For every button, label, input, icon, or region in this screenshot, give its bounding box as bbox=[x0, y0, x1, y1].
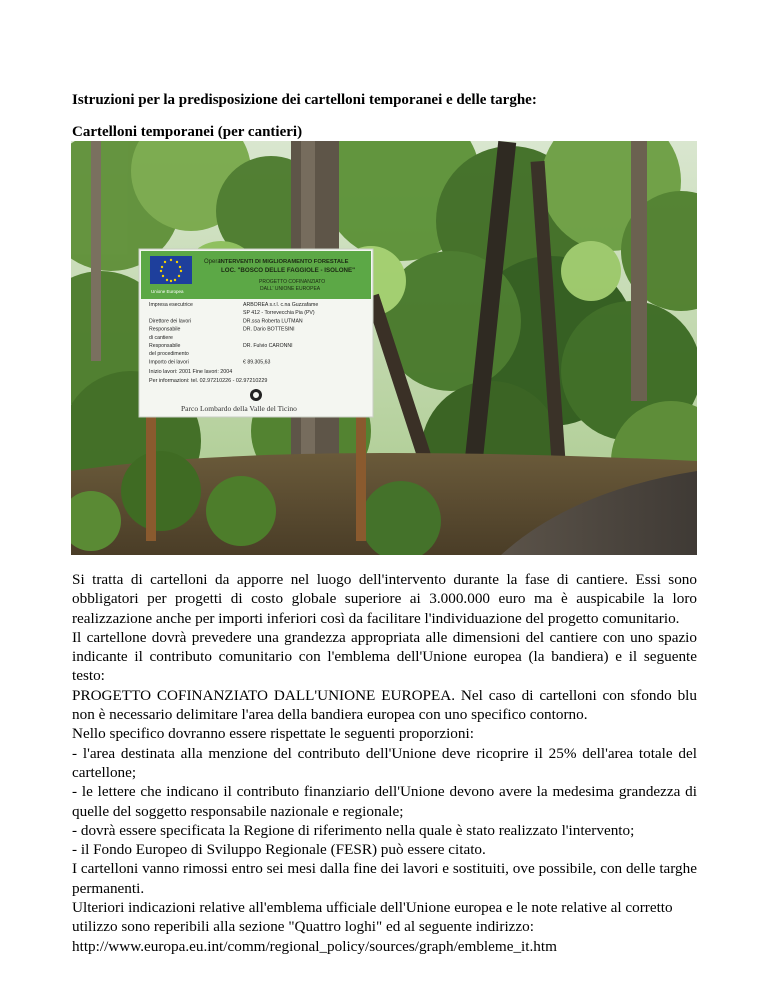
sign-dates: Inizio lavori: 2001 Fine lavori: 2004 bbox=[149, 369, 233, 375]
opera-label: Opera bbox=[204, 259, 221, 265]
paragraph: Si tratta di cartelloni da apporre nel luogo dell'intervento durante la fase di cantiere. Essi sono obbligatori per progetti di costo globale superiore ai 3.000.000 euro ma è auspicabile la loro realizzazione anche per importi inferiori così da facilitare l'individuazione del progetto comunitario. bbox=[72, 571, 697, 627]
sign-row-value: DR.ssa Roberta LUTMAN bbox=[243, 318, 303, 325]
construction-sign-photo bbox=[71, 141, 697, 555]
section-title: Cartelloni temporanei (per cantieri) bbox=[72, 124, 303, 140]
sign-row-label: di cantiere bbox=[149, 334, 173, 341]
sign-footer: Parco Lombardo della Valle del Ticino bbox=[181, 404, 297, 413]
paragraph: - l'area destinata alla menzione del contributo dell'Unione deve ricoprire il 25% dell'area totale del cartellone; bbox=[72, 744, 697, 781]
paragraph: http://www.europa.eu.int/comm/regional_policy/sources/graph/embleme_it.htm bbox=[72, 937, 557, 955]
sign-info: Per informazioni: tel. 02.97210226 - 02.97210229 bbox=[149, 378, 268, 384]
sign-row-value: SP 412 - Torrevecchia Pia (PV) bbox=[243, 310, 315, 317]
paragraph: Ulteriori indicazioni relative all'emblema ufficiale dell'Unione europea e le note relative al corretto utilizzo sono reperibili alla sezione "Quattro loghi" ed al seguente indirizzo: bbox=[72, 899, 673, 936]
opera-line2: LOC. "BOSCO DELLE FAGGIOLE - ISOLONE" bbox=[221, 267, 356, 274]
sign-row-label: Importo dei lavori bbox=[149, 359, 189, 366]
sign-row-label: Responsabile bbox=[149, 326, 181, 333]
sign-row-value: DR. Dario BOTTESINI bbox=[243, 326, 295, 333]
paragraph: I cartelloni vanno rimossi entro sei mesi dalla fine dei lavori e sostituiti, ove possibile, con delle targhe permanenti. bbox=[72, 860, 697, 897]
paragraph: Il cartellone dovrà prevedere una grandezza appropriata alle dimensioni del cantiere con uno spazio indicante il contributo comunitario con l'emblema dell'Unione europea (la bandiera) e il seguente testo: bbox=[72, 628, 697, 685]
sign-row-value: ARBOREA s.r.l. c.na Guzzafame bbox=[243, 302, 319, 308]
construction-sign bbox=[139, 249, 373, 417]
paragraph: - il Fondo Europeo di Sviluppo Regionale (FESR) può essere citato. bbox=[72, 841, 486, 859]
document-title: Istruzioni per la predisposizione dei cartelloni temporanei e delle targhe: bbox=[72, 92, 537, 108]
paragraph: Nello specifico dovranno essere rispettate le seguenti proporzioni: bbox=[72, 725, 474, 743]
sign-row-label: Impresa esecutrice bbox=[149, 302, 193, 308]
opera-line1: INTERVENTI DI MIGLIORAMENTO FORESTALE bbox=[219, 259, 349, 265]
sign-row-label: Responsabile bbox=[149, 343, 181, 349]
sign-row-value: € 89.305,63 bbox=[243, 359, 271, 366]
paragraph: PROGETTO COFINANZIATO DALL'UNIONE EUROPEA. Nel caso di cartelloni con sfondo blu non è necessario delimitare l'area della bandiera europea con uno specifico contorno. bbox=[72, 686, 697, 724]
cofinanced-line1: PROGETTO COFINANZIATO bbox=[259, 279, 326, 285]
sign-row-label: Direttore dei lavori bbox=[149, 318, 192, 325]
cofinanced-line2: DALL' UNIONE EUROPEA bbox=[260, 286, 321, 292]
sign-row-value: DR. Fulvio CARONNI bbox=[243, 343, 293, 349]
paragraph: - le lettere che indicano il contributo finanziario dell'Unione devono avere la medesima grandezza di quelle del soggetto responsabile nazionale e regionale; bbox=[72, 783, 697, 820]
paragraph: - dovrà essere specificata la Regione di riferimento nella quale è stato realizzato l'intervento; bbox=[72, 821, 635, 839]
eu-caption: Unione Europea bbox=[151, 289, 184, 294]
sign-row-label: del procedimento bbox=[149, 351, 189, 358]
body-text bbox=[72, 570, 697, 956]
